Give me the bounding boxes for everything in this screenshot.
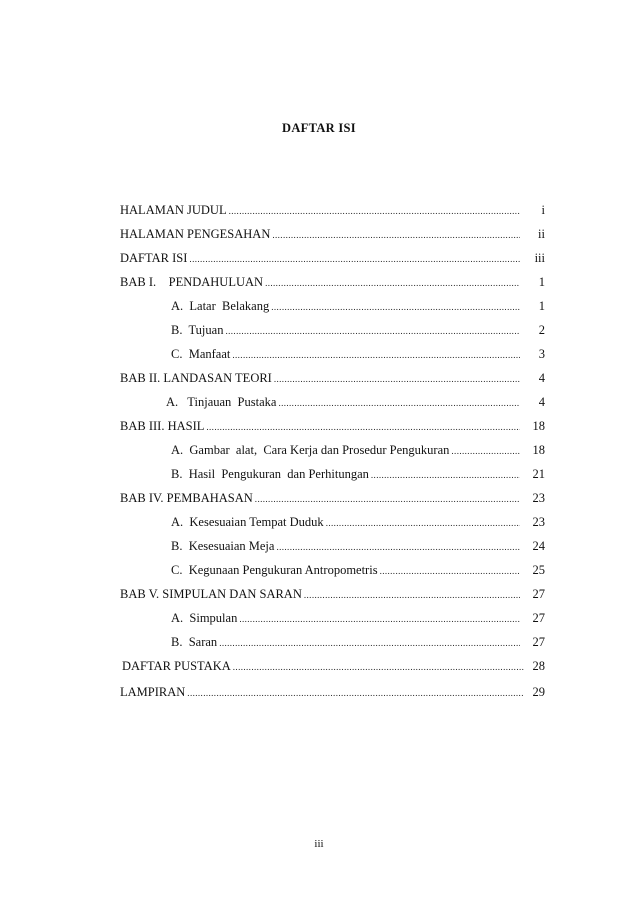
toc-entry-label: B. Tujuan	[171, 323, 224, 337]
toc-entry-label: HALAMAN PENGESAHAN	[120, 227, 271, 241]
toc-entry-kegunaan-pengukuran[interactable]	[0, 561, 638, 579]
toc-entry-bab-5[interactable]	[0, 585, 638, 603]
toc-entry-label: DAFTAR PUSTAKA	[122, 659, 231, 673]
toc-entry-page: 4	[538, 395, 545, 409]
toc-entry-bab-2[interactable]	[0, 369, 638, 387]
toc-entry-page: 18	[532, 419, 545, 433]
toc-entry-label: A. Tinjauan Pustaka	[166, 395, 277, 409]
toc-entry-daftar-pustaka[interactable]	[0, 657, 638, 675]
toc-entry-hasil-pengukuran[interactable]	[0, 465, 638, 483]
toc-entry-tujuan[interactable]	[0, 321, 638, 339]
toc-entry-bab-4[interactable]	[0, 489, 638, 507]
toc-leader-dots	[278, 394, 520, 412]
toc-entry-page: 27	[532, 611, 545, 625]
toc-leader-dots	[255, 490, 520, 508]
toc-entry-label: A. Latar Belakang	[171, 299, 270, 313]
toc-entry-label: BAB I. PENDAHULUAN	[120, 275, 264, 289]
toc-leader-dots	[187, 684, 524, 702]
toc-leader-dots	[219, 634, 520, 652]
toc-entry-label: LAMPIRAN	[120, 685, 186, 699]
toc-leader-dots	[265, 274, 520, 292]
toc-leader-dots	[225, 322, 520, 340]
toc-entry-bab-3[interactable]	[0, 417, 638, 435]
footer-page-number: iii	[314, 838, 324, 850]
toc-leader-dots	[189, 250, 520, 268]
toc-entry-label: C. Manfaat	[171, 347, 231, 361]
toc-entry-page: 25	[532, 563, 545, 577]
toc-entry-page: 27	[532, 635, 545, 649]
toc-entry-page: 18	[532, 443, 545, 457]
toc-entry-page: iii	[534, 251, 545, 265]
toc-entry-bab-1[interactable]	[0, 273, 638, 291]
toc-entry-gambar-alat[interactable]	[0, 441, 638, 459]
toc-entry-label: B. Kesesuaian Meja	[171, 539, 275, 553]
toc-leader-dots	[271, 298, 520, 316]
toc-entry-simpulan[interactable]	[0, 609, 638, 627]
toc-leader-dots	[326, 514, 520, 532]
toc-leader-dots	[232, 346, 520, 364]
toc-entry-page: 28	[532, 659, 545, 673]
toc-entry-label: A. Simpulan	[171, 611, 238, 625]
toc-leader-dots	[229, 202, 520, 220]
toc-entry-page: 3	[538, 347, 545, 361]
toc-entry-label: C. Kegunaan Pengukuran Antropometris	[171, 563, 378, 577]
toc-entry-page: 29	[532, 685, 545, 699]
toc-leader-dots	[371, 466, 520, 484]
toc-entry-label: B. Hasil Pengukuran dan Perhitungan	[171, 467, 369, 481]
toc-entry-tinjauan-pustaka[interactable]	[0, 393, 638, 411]
page-title: DAFTAR ISI	[282, 121, 356, 135]
toc-entry-label: DAFTAR ISI	[120, 251, 188, 265]
toc-entry-page: 24	[532, 539, 545, 553]
toc-entry-page: 21	[532, 467, 545, 481]
toc-entry-page: i	[541, 203, 545, 217]
toc-leader-dots	[451, 442, 520, 460]
toc-leader-dots	[304, 586, 520, 604]
toc-leader-dots	[206, 418, 520, 436]
toc-leader-dots	[239, 610, 520, 628]
toc-entry-page: 23	[532, 515, 545, 529]
toc-entry-saran[interactable]	[0, 633, 638, 651]
toc-entry-manfaat[interactable]	[0, 345, 638, 363]
toc-entry-label: HALAMAN JUDUL	[120, 203, 227, 217]
toc-entry-daftar-isi[interactable]	[0, 249, 638, 267]
toc-entry-halaman-judul[interactable]	[0, 201, 638, 219]
toc-leader-dots	[380, 562, 520, 580]
toc-entry-label: B. Saran	[171, 635, 218, 649]
toc-entry-page: 4	[538, 371, 545, 385]
toc-entry-page: 27	[532, 587, 545, 601]
toc-entry-label: A. Gambar alat, Cara Kerja dan Prosedur Pengukuran	[171, 443, 450, 457]
toc-entry-label: A. Kesesuaian Tempat Duduk	[171, 515, 324, 529]
toc-entry-page: ii	[538, 227, 545, 241]
toc-entry-page: 2	[538, 323, 545, 337]
toc-leader-dots	[272, 226, 520, 244]
toc-entry-label: BAB IV. PEMBAHASAN	[120, 491, 253, 505]
toc-leader-dots	[276, 538, 520, 556]
toc-entry-page: 23	[532, 491, 545, 505]
toc-entry-label: BAB III. HASIL	[120, 419, 205, 433]
toc-leader-dots	[233, 658, 524, 676]
toc-entry-kesesuaian-meja[interactable]	[0, 537, 638, 555]
toc-entry-kesesuaian-tempat-duduk[interactable]	[0, 513, 638, 531]
toc-entry-halaman-pengesahan[interactable]	[0, 225, 638, 243]
toc-entry-label: BAB V. SIMPULAN DAN SARAN	[120, 587, 302, 601]
toc-entry-page: 1	[538, 299, 545, 313]
toc-leader-dots	[274, 370, 520, 388]
toc-entry-page: 1	[538, 275, 545, 289]
toc-entry-lampiran[interactable]	[0, 683, 638, 701]
toc-entry-latar-belakang[interactable]	[0, 297, 638, 315]
toc-entry-label: BAB II. LANDASAN TEORI	[120, 371, 272, 385]
